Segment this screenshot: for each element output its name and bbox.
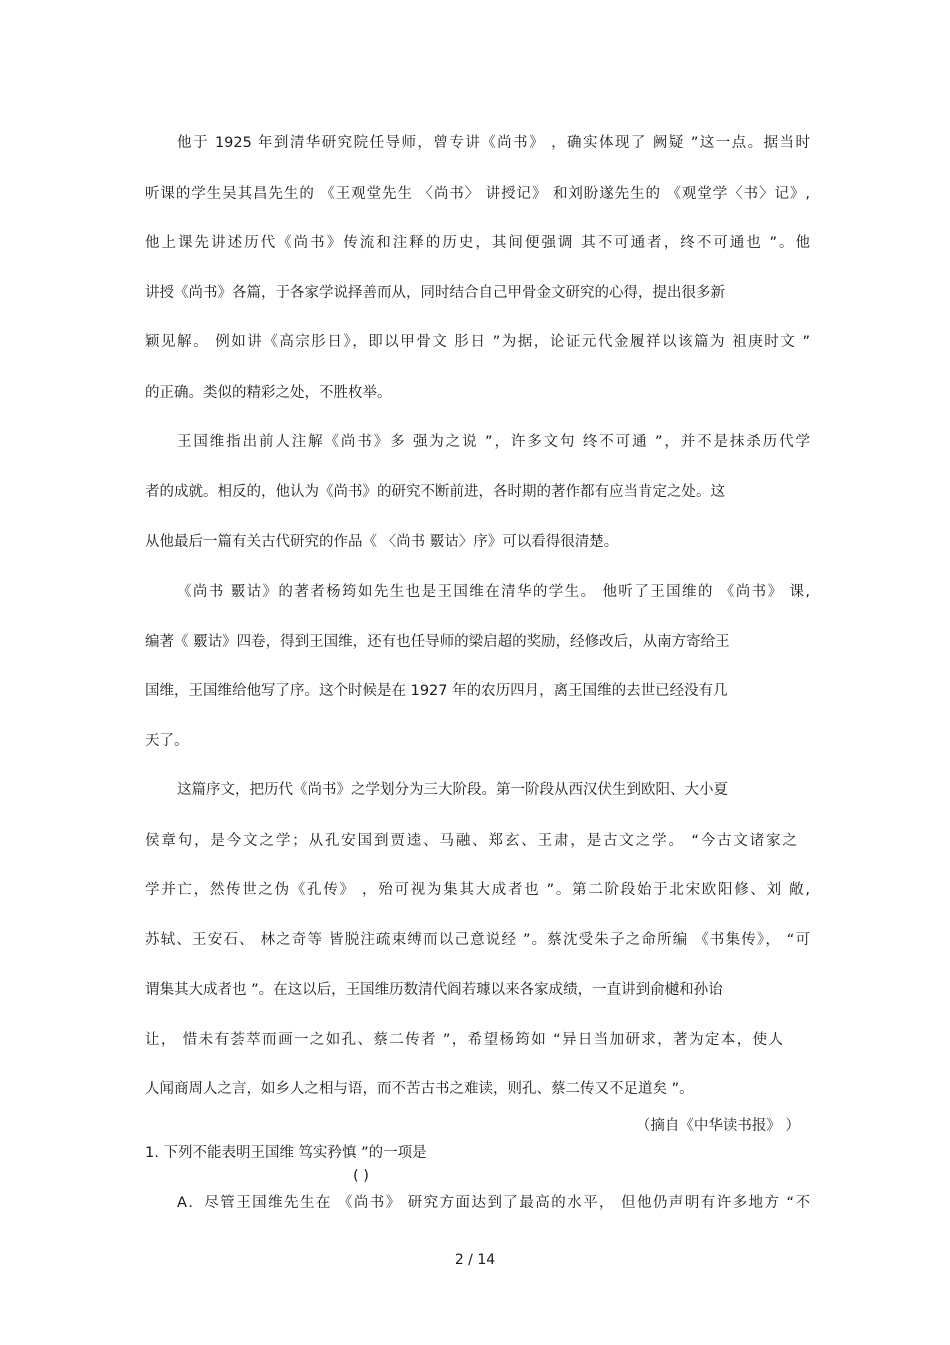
paragraph-2-line-3: 从他最后一篇有关古代研究的作品《 〈尚书 覈诂〉序》可以看得很清楚。 xyxy=(145,534,619,550)
paragraph-4-line-2: 侯章句，是今文之学；从孔安国到贾逵、马融、郑玄、王肃，是古文之学。 “今古文诸家之 xyxy=(145,833,797,849)
paragraph-1-line-4: 讲授《尚书》各篇，于各家学说择善而从，同时结合自己甲骨金文研究的心得，提出很多新 xyxy=(145,285,725,301)
paragraph-1-line-1: 他于 1925 年到清华研究院任导师，曾专讲《尚书》 ，确实体现了 阙疑 ”这一点。据当时 xyxy=(177,135,810,151)
paragraph-4-line-1: 这篇序文，把历代《尚书》之学划分为三大阶段。第一阶段从西汉伏生到欧阳、大小夏 xyxy=(177,782,728,798)
paragraph-4-line-4: 苏轼、王安石、 林之奇等 皆脱注疏束缚而以己意说经 ”。蔡沈受朱子之命所编 《书集传》， “可 xyxy=(145,932,810,948)
source-attribution: （摘自《中华读书报》 ） xyxy=(635,1118,800,1134)
question-1-option-a: A．尽管王国维先生在 《尚书》 研究方面达到了最高的水平， 但他仍声明有许多地方 “不 xyxy=(177,1195,810,1211)
paragraph-1-line-6: 的正确。类似的精彩之处，不胜枚举。 xyxy=(145,385,392,401)
page-number: 2 / 14 xyxy=(454,1252,496,1268)
paragraph-3-line-4: 天了。 xyxy=(145,733,189,749)
paragraph-4-line-6: 让， 惜未有荟萃而画一之如孔、蔡二传者 ”，希望杨筠如 “异日当加研求，著为定本，使人 xyxy=(145,1032,783,1048)
paragraph-3-line-3: 国维，王国维给他写了序。这个时候是在 1927 年的农历四月，离王国维的去世已经没有几 xyxy=(145,683,728,699)
paragraph-1-line-2: 听课的学生吴其昌先生的 《王观堂先生 〈尚书〉 讲授记》 和刘盼遂先生的 《观堂学〈书〉记》, xyxy=(145,186,810,202)
paragraph-3-line-2: 编著《 覈诂》四卷，得到王国维，还有也任导师的梁启超的奖励，经修改后，从南方寄给王 xyxy=(145,634,730,650)
paragraph-1-line-5: 颖见解。 例如讲《高宗肜日》，即以甲骨文 肜日 ”为据，论证元代金履祥以该篇为 祖庚时文 ” xyxy=(145,334,810,350)
paragraph-4-line-5: 谓集其大成者也 ”。在这以后，王国维历数清代阎若璩以来各家成绩，一直讲到俞樾和孙诒 xyxy=(145,982,723,998)
paragraph-1-line-3: 他上课先讲述历代《尚书》传流和注释的历史，其间便强调 其不可通者，终不可通也 ”。他 xyxy=(145,235,810,251)
paragraph-2-line-1: 王国维指出前人注解《尚书》多 强为之说 ”，许多文句 终不可通 ”，并不是抹杀历代学 xyxy=(177,434,810,450)
paragraph-2-line-2: 者的成就。相反的，他认为《尚书》的研究不断前进，各时期的著作都有应当肯定之处。这 xyxy=(145,484,725,500)
question-1-stem: 1. 下列不能表明王国维 笃实矜慎 ”的一项是 xyxy=(145,1145,427,1161)
paragraph-4-line-3: 学并亡，然传世之伪《孔传》 ，殆可视为集其大成者也 ”。第二阶段始于北宋欧阳修、刘 敞, xyxy=(145,882,810,898)
paragraph-3-line-1: 《尚书 覈诂》的著者杨筠如先生也是王国维在清华的学生。 他听了王国维的 《尚书》 课, xyxy=(177,584,810,600)
paragraph-4-line-7: 人闻商周人之言，如乡人之相与语，而不苦古书之难读，则孔、蔡二传又不足道矣 ”。 xyxy=(145,1081,694,1097)
question-1-answer-paren: ( ) xyxy=(353,1168,369,1184)
